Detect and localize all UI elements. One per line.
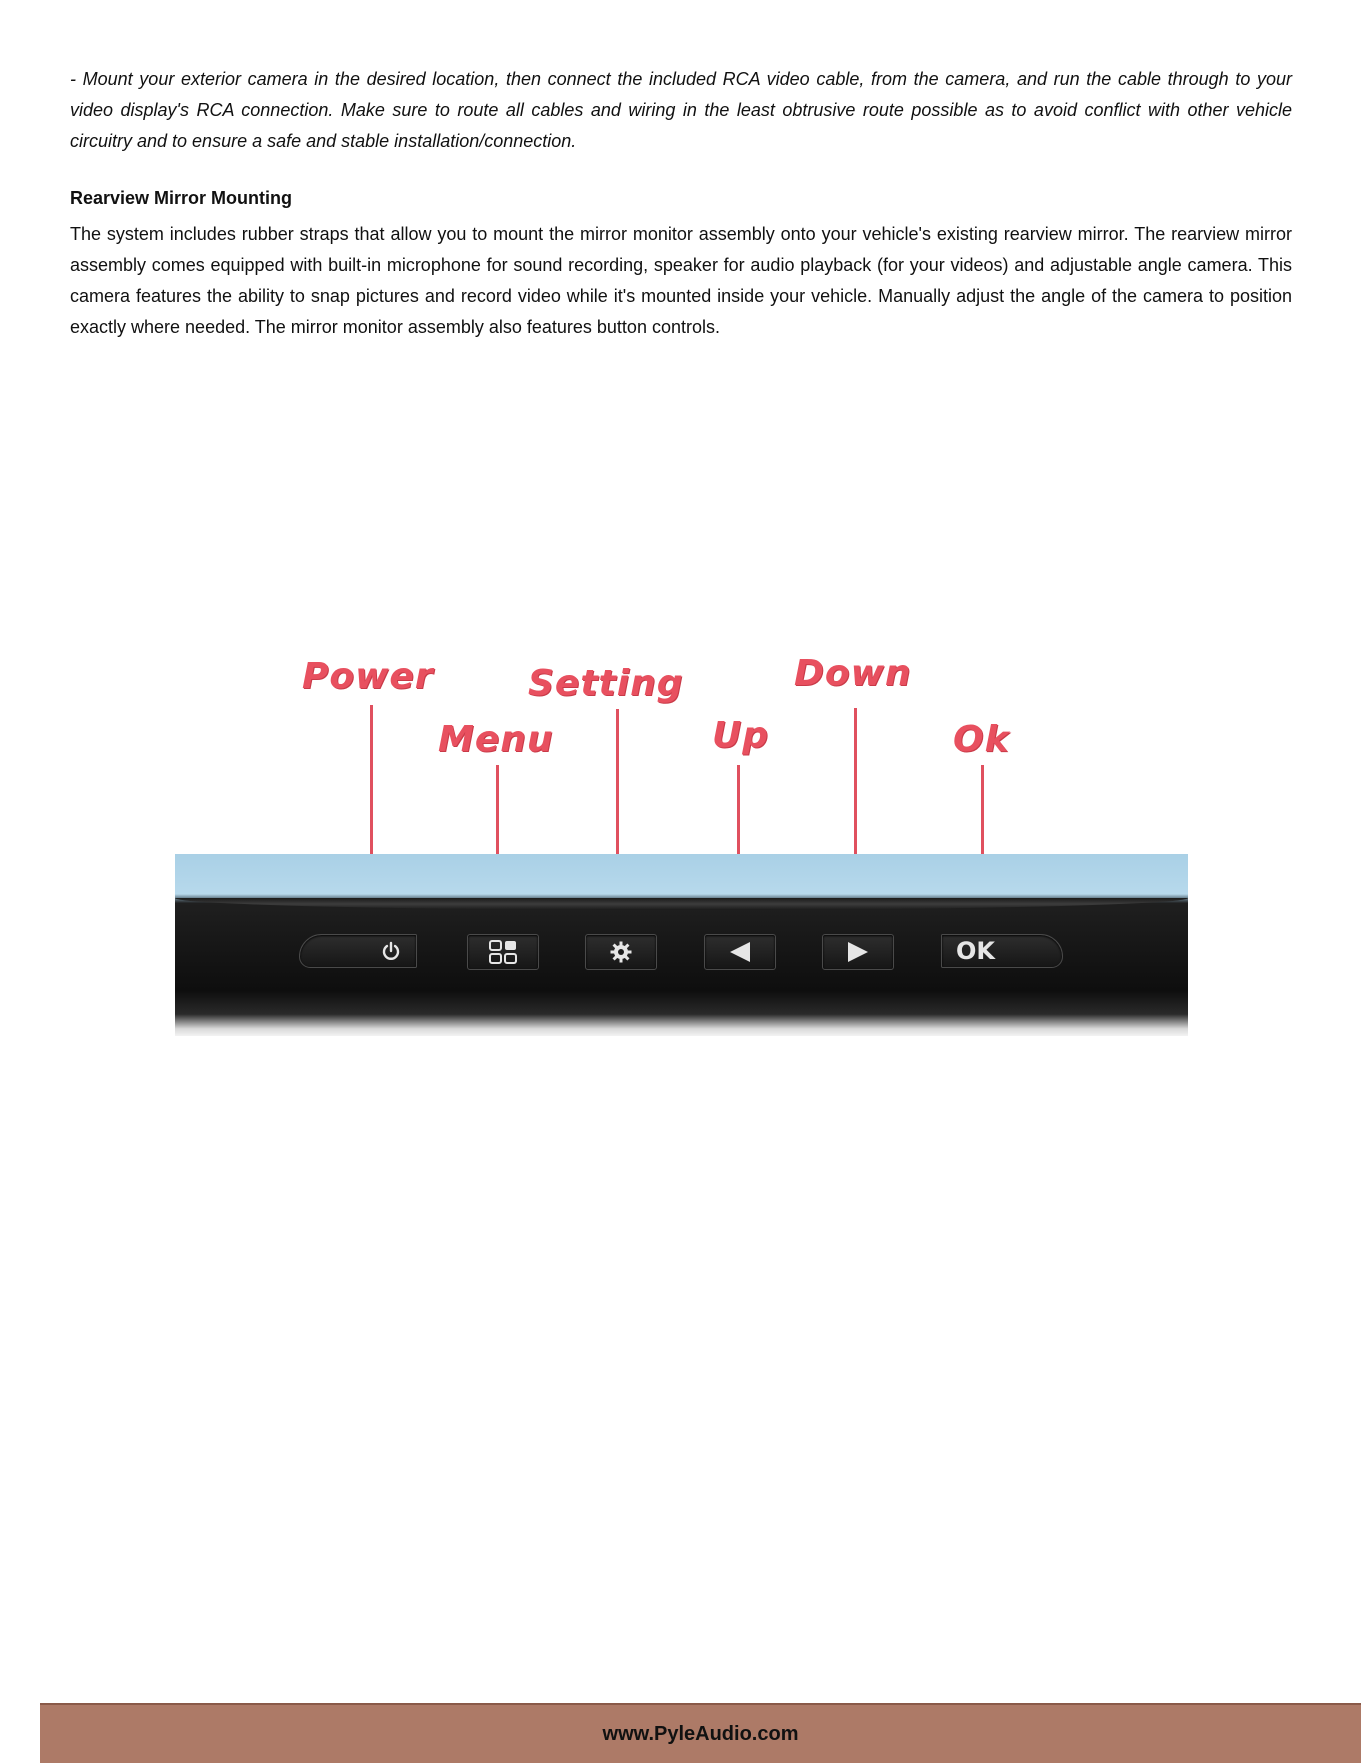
menu-grid-icon (488, 939, 518, 965)
strip-edge-highlight (175, 898, 1188, 910)
power-icon (380, 940, 402, 962)
gear-icon (609, 940, 633, 964)
ok-text-icon: OK (956, 937, 995, 965)
label-ok: Ok (953, 719, 1010, 760)
up-button[interactable] (704, 934, 776, 970)
mirror-button-strip (175, 854, 1188, 1036)
power-button[interactable] (299, 934, 417, 968)
label-menu: Menu (438, 719, 554, 760)
section-body: The system includes rubber straps that allow you to mount the mirror monitor assembly onto your vehicle's existing rearview mirror. The rearview mirror assembly comes equipped with built-in microphone for sound recording, speaker for audio playback (for your videos) and adjustable angle camera. This camera features the ability to snap pictures and record video while it's mounted inside your vehicle. Manually adjust the angle of the camera to position exactly where needed. The mirror monitor assembly also features button controls. (70, 224, 1292, 337)
label-power: Power (302, 656, 434, 697)
footer-url: www.PyleAudio.com (602, 1722, 799, 1745)
ok-button[interactable] (941, 934, 1063, 968)
label-down: Down (794, 653, 912, 694)
left-triangle-icon (727, 940, 753, 964)
label-setting: Setting (528, 663, 684, 704)
intro-paragraph: - Mount your exterior camera in the desired location, then connect the included RCA video cable, from the camera, and run the cable through to your video display's RCA connection. Make sure to route all cables and wiring in the least obtrusive route possible as to avoid conflict with other vehicle circuitry and to ensure a safe and stable installation/connection. (70, 69, 1292, 151)
section-heading: Rearview Mirror Mounting (70, 188, 293, 208)
page-footer (40, 1703, 1361, 1763)
label-up: Up (712, 715, 770, 756)
menu-button[interactable] (467, 934, 539, 970)
setting-button[interactable] (585, 934, 657, 970)
down-button[interactable] (822, 934, 894, 970)
right-triangle-icon (845, 940, 871, 964)
